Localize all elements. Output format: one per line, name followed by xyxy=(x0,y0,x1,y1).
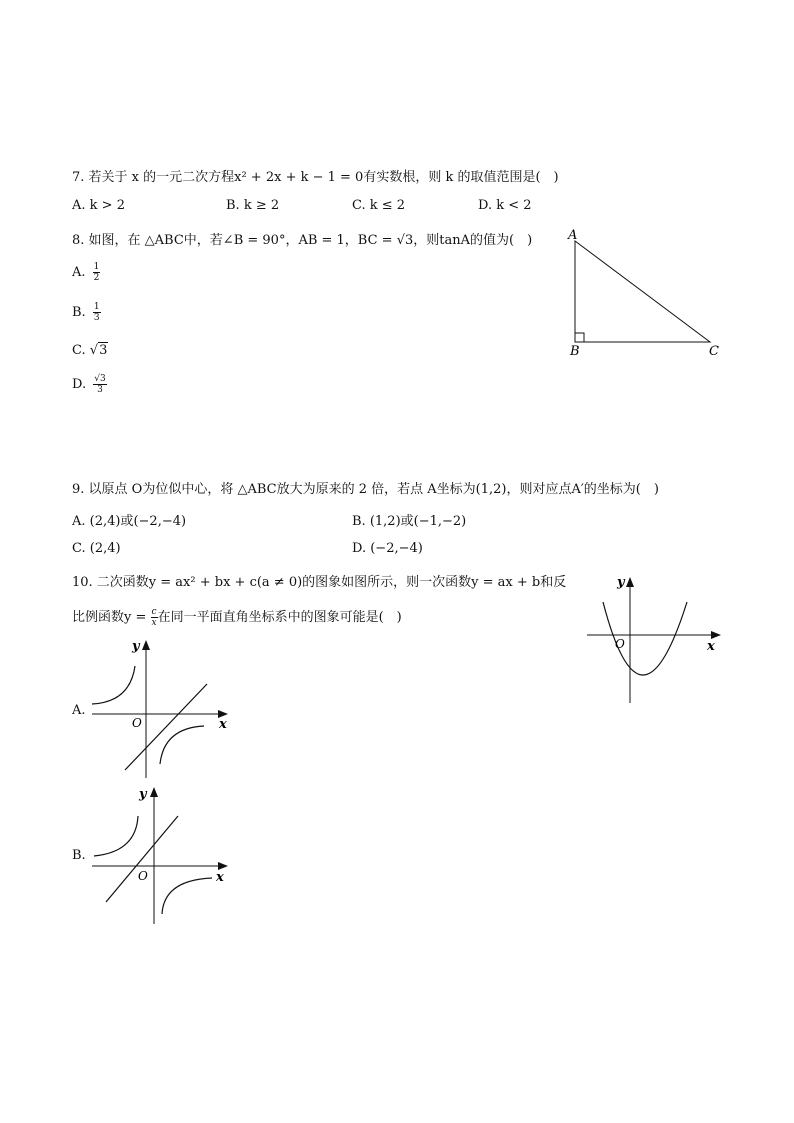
q8-option-c[interactable] xyxy=(72,343,108,358)
fraction: $\frac{1}{3}$ xyxy=(93,302,100,323)
x-axis-label: x xyxy=(707,639,715,654)
y-axis-label: y xyxy=(617,575,625,590)
origin-label: O xyxy=(138,869,148,883)
q8-option-a[interactable] xyxy=(72,262,100,283)
q8-option-d[interactable] xyxy=(72,374,107,395)
q9-option-a[interactable]: A. (2,4)或(−2,−4) xyxy=(72,514,187,529)
q9-stem: 9. 以原点 O为位似中心，将 △ABC放大为原来的 2 倍，若点 A坐标为(1,2)，则对应点A′的坐标为( ) xyxy=(72,482,659,497)
x-axis-label: x xyxy=(219,717,227,732)
origin-label: O xyxy=(615,637,625,651)
triangle-figure xyxy=(560,226,730,360)
q10-option-b-label[interactable]: B. xyxy=(72,848,86,863)
option-label: C. xyxy=(72,343,86,358)
q10-stem-line1: 10. 二次函数y = ax² + bx + c(a ≠ 0)的图象如图所示，则一次函数y = ax + b和反 xyxy=(72,575,567,590)
vertex-b-label: B xyxy=(570,344,580,359)
vertex-a-label: A xyxy=(568,228,578,243)
option-label: D. xyxy=(72,377,87,392)
fraction: $\frac{√3}{3}$ xyxy=(94,374,106,395)
q10-option-a-label[interactable]: A. xyxy=(72,703,86,718)
y-axis-label: y xyxy=(139,787,147,802)
q9-option-d[interactable]: D. (−2,−4) xyxy=(352,541,423,556)
q10-stem-line2: 比例函数y = $\frac{c}{x}$ 在同一平面直角坐标系中的图象可能是( ) xyxy=(72,607,402,628)
q7-option-b[interactable]: B. k ≥ 2 xyxy=(226,198,280,213)
q7-option-d[interactable]: D. k < 2 xyxy=(478,198,532,213)
option-label: A. xyxy=(72,265,86,280)
option-label: B. xyxy=(72,305,86,320)
fraction: $\frac{1}{2}$ xyxy=(93,262,100,283)
q8-option-b[interactable] xyxy=(72,302,101,323)
origin-label: O xyxy=(132,716,142,730)
q7-option-a[interactable]: A. k > 2 xyxy=(72,198,125,213)
q10-option-a-graph[interactable] xyxy=(88,636,234,780)
q7-option-c[interactable]: C. k ≤ 2 xyxy=(352,198,406,213)
parabola-figure xyxy=(585,572,725,704)
y-axis-label: y xyxy=(132,639,140,654)
square-root: √3 xyxy=(89,343,108,358)
vertex-c-label: C xyxy=(709,344,719,359)
q10-option-b-graph[interactable] xyxy=(88,782,234,926)
q8-stem: 8. 如图，在 △ABC中，若∠B = 90°，AB = 1，BC = √3，则tanA的值为( ) xyxy=(72,233,533,248)
q9-option-b[interactable]: B. (1,2)或(−1,−2) xyxy=(352,514,467,529)
q7-stem: 7. 若关于 x 的一元二次方程x² + 2x + k − 1 = 0有实数根，则 k 的取值范围是( ) xyxy=(72,170,559,185)
x-axis-label: x xyxy=(216,870,224,885)
fraction: $\frac{c}{x}$ xyxy=(151,607,157,628)
q9-option-c[interactable]: C. (2,4) xyxy=(72,541,121,556)
